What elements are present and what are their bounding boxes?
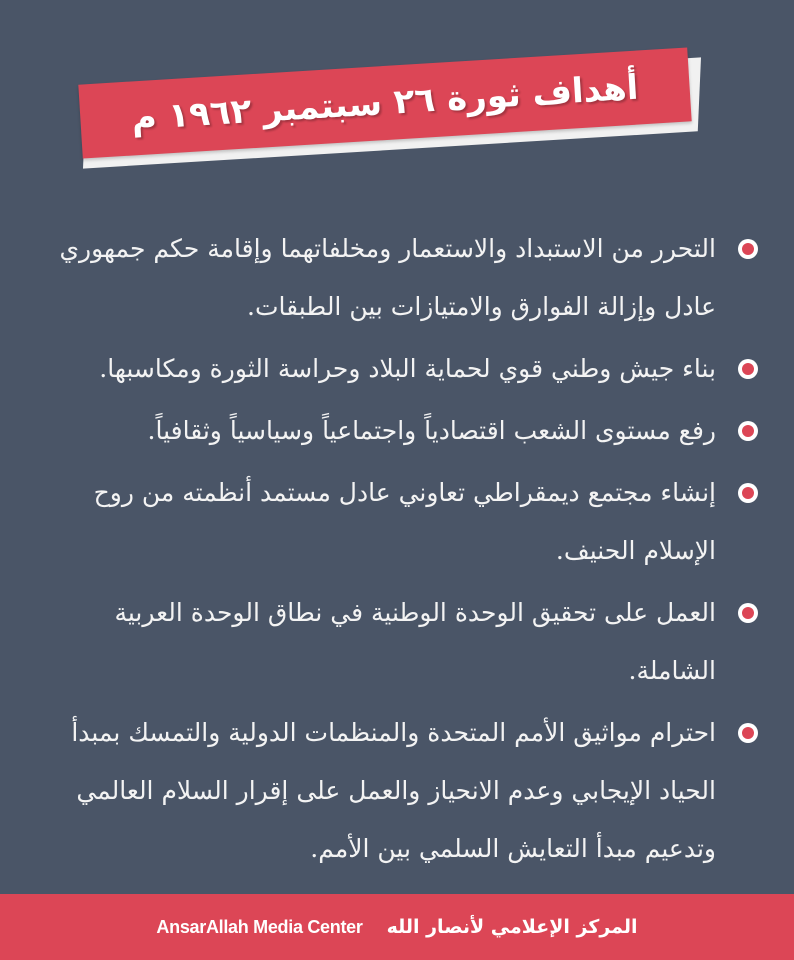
bullet-icon <box>738 421 758 441</box>
goal-item <box>48 704 768 878</box>
title-banner <box>80 62 720 162</box>
goal-text: إنشاء مجتمع ديمقراطي تعاوني عادل مستمد أنظمته من روح الإسلام الحنيف. <box>93 478 716 565</box>
goal-item <box>48 340 768 398</box>
goal-item <box>48 402 768 460</box>
page-title: أهداف ثورة ٢٦ سبتمبر ١٩٦٢ م <box>130 67 640 139</box>
footer-bar <box>0 894 794 960</box>
bullet-icon <box>738 723 758 743</box>
goal-item <box>48 464 768 580</box>
bullet-icon <box>738 483 758 503</box>
bullet-icon <box>738 239 758 259</box>
goal-item <box>48 220 768 336</box>
bullet-icon <box>738 603 758 623</box>
goal-item <box>48 584 768 700</box>
goal-text: التحرر من الاستبداد والاستعمار ومخلفاتهما وإقامة حكم جمهوري عادل وإزالة الفوارق والامتيازات بين الطبقات. <box>59 234 716 321</box>
footer-english-name: AnsarAllah Media Center <box>156 916 363 937</box>
goal-text: احترام مواثيق الأمم المتحدة والمنظمات الدولية والتمسك بمبدأ الحياد الإيجابي وعدم الانحياز والعمل على إقرار السلام العالمي وتدعيم مبدأ التعايش السلمي بين الأمم. <box>71 718 716 863</box>
goal-text: العمل على تحقيق الوحدة الوطنية في نطاق الوحدة العربية الشاملة. <box>114 598 716 685</box>
footer-arabic-name: المركز الإعلامي لأنصار الله <box>386 916 638 938</box>
bullet-icon <box>738 359 758 379</box>
goal-text: بناء جيش وطني قوي لحماية البلاد وحراسة الثورة ومكاسبها. <box>99 354 716 383</box>
goal-text: رفع مستوى الشعب اقتصادياً واجتماعياً وسياسياً وثقافياً. <box>147 416 716 445</box>
goals-list <box>48 220 768 882</box>
